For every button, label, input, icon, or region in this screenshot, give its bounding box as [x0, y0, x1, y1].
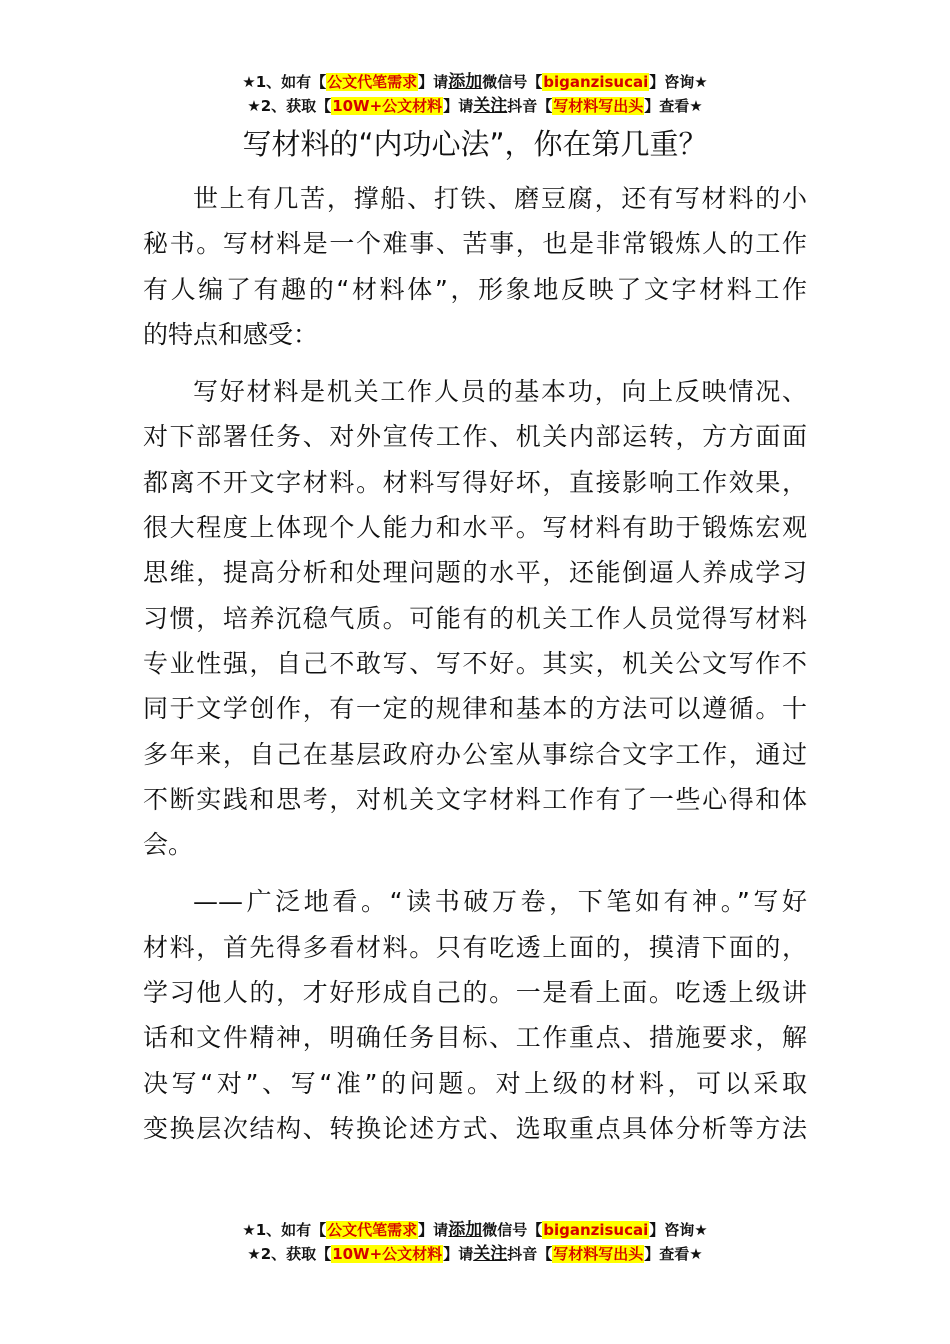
text-line: 写好材料是机关工作人员的基本功，向上反映情况、 [193, 377, 807, 407]
banner-line-1: ★1、如有【公文代笔需求】请添加微信号【biganzisucai】咨询★ [242, 1220, 708, 1240]
text-line: 同于文学创作，有一定的规律和基本的方法可以遵循。十 [143, 694, 807, 724]
highlight-service: 公文代笔需求 [327, 73, 418, 91]
highlight-materials: 10W+公文材料 [332, 97, 443, 115]
text-line: 有人编了有趣的“材料体”，形象地反映了文字材料工作 [143, 274, 807, 304]
text-line: 话和文件精神，明确任务目标、工作重点、措施要求，解 [143, 1023, 807, 1053]
text-line: 思维，提高分析和处理问题的水平，还能倒逼人养成学习 [143, 558, 807, 588]
banner-line-1: ★1、如有【公文代笔需求】请添加微信号【biganzisucai】咨询★ [242, 72, 708, 92]
text-line: 世上有几苦，撑船、打铁、磨豆腐，还有写材料的小 [193, 184, 807, 213]
highlight-douyin-account: 写材料写出头 [553, 1245, 644, 1263]
paragraph-2 [143, 369, 807, 867]
document-title: 写材料的“内功心法”，你在第几重？ [242, 127, 708, 161]
text-line: 秘书。写材料是一个难事、苦事，也是非常锻炼人的工作 [143, 229, 807, 259]
text-line: 材料，首先得多看材料。只有吃透上面的，摸清下面的， [143, 932, 807, 962]
text-line: 会。 [143, 830, 194, 860]
text-line: 很大程度上体现个人能力和水平。写材料有助于锻炼宏观 [143, 513, 807, 543]
paragraph-3 [143, 879, 807, 1151]
text-line: 不断实践和思考，对机关文字材料工作有了一些心得和体 [143, 784, 807, 814]
document-body [143, 176, 807, 1151]
footer-banner [0, 1218, 950, 1266]
text-line: 多年来，自己在基层政府办公室从事综合文字工作，通过 [143, 739, 807, 769]
text-line: 都离不开文字材料。材料写得好坏，直接影响工作效果， [143, 467, 807, 497]
highlight-douyin-account: 写材料写出头 [553, 97, 644, 115]
banner-line-2: ★2、获取【10W+公文材料】请关注抖音【写材料写出头】查看★ [247, 1244, 703, 1264]
highlight-materials: 10W+公文材料 [332, 1245, 443, 1263]
highlight-wechat-id: biganzisucai [543, 73, 649, 91]
text-line: 学习他人的，才好形成自己的。一是看上面。吃透上级讲 [143, 978, 807, 1008]
text-line: 专业性强，自己不敢写、写不好。其实，机关公文写作不 [143, 648, 807, 678]
text-line: 的特点和感受： [143, 319, 319, 349]
text-line: 决写“对”、写“准”的问题。对上级的材料，可以采取 [143, 1068, 807, 1098]
header-banner [0, 70, 950, 118]
paragraph-1 [143, 176, 807, 357]
text-line: 变换层次结构、转换论述方式、选取重点具体分析等方法 [143, 1113, 807, 1143]
text-line: ——广泛地看。“读书破万卷，下笔如有神。”写好 [193, 887, 807, 917]
highlight-wechat-id: biganzisucai [543, 1221, 649, 1239]
text-line: 对下部署任务、对外宣传工作、机关内部运转，方方面面 [143, 422, 807, 452]
banner-line-2: ★2、获取【10W+公文材料】请关注抖音【写材料写出头】查看★ [247, 96, 703, 116]
highlight-service: 公文代笔需求 [327, 1221, 418, 1239]
text-line: 习惯，培养沉稳气质。可能有的机关工作人员觉得写材料 [143, 603, 807, 633]
